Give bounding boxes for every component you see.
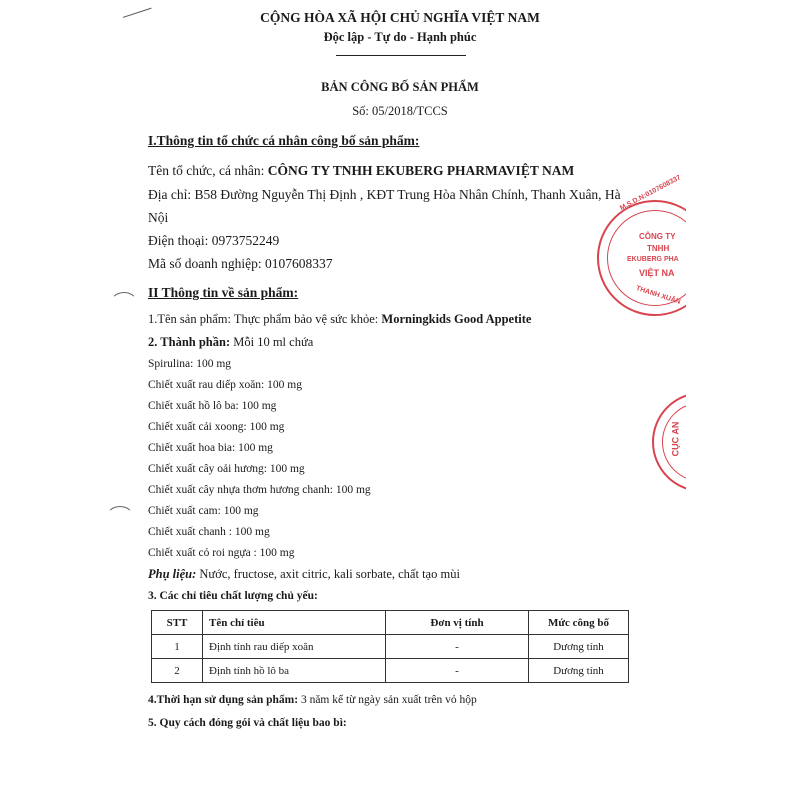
section2-heading: II Thông tin về sản phẩm: — [148, 285, 299, 300]
ingredient-item: Chiết xuất chanh : 100 mg — [148, 526, 270, 538]
ingredient-item: Chiết xuất hồ lô ba: 100 mg — [148, 400, 277, 412]
ingredient-item: Chiết xuất cây nhựa thơm hương chanh: 100 mg — [148, 484, 371, 496]
packaging-heading: 5. Quy cách đóng gói và chất liệu bao bì: — [148, 717, 347, 729]
document-number: Số: 05/2018/TCCS — [352, 104, 448, 118]
ingredients-sub: Mỗi 10 ml chứa — [230, 335, 314, 349]
ingredient-item: Chiết xuất rau diếp xoăn: 100 mg — [148, 379, 302, 391]
address-line-2: Nội — [148, 210, 169, 225]
ingredient-item: Chiết xuất cam: 100 mg — [148, 505, 259, 517]
table-cell: Định tính hồ lô ba — [203, 659, 386, 683]
company-stamp-line: TNHH — [647, 244, 670, 253]
table-header-cell: Tên chỉ tiêu — [203, 611, 386, 635]
document-title: BẢN CÔNG BỐ SẢN PHẨM — [321, 80, 479, 94]
ingredients-line — [148, 335, 313, 350]
motto: Độc lập - Tự do - Hạnh phúc — [323, 30, 477, 44]
product-label: 1.Tên sản phẩm: Thực phẩm bảo vệ sức khỏe: — [148, 312, 382, 326]
shelf-life-label: 4.Thời hạn sử dụng sản phẩm: — [148, 694, 299, 706]
scan-edge-cover — [686, 0, 800, 800]
tax-code: Mã số doanh nghiệp: 0107608337 — [148, 256, 333, 271]
excipients-label: Phụ liệu: — [148, 567, 197, 581]
ingredient-item: Chiết xuất cải xoong: 100 mg — [148, 421, 285, 433]
excipients-line — [148, 567, 460, 582]
ingredient-item: Chiết xuất cỏ roi ngựa : 100 mg — [148, 547, 295, 559]
national-title: CỘNG HÒA XÃ HỘI CHỦ NGHĨA VIỆT NAM — [260, 10, 540, 25]
table-cell: - — [386, 659, 529, 683]
table-cell: 1 — [152, 635, 203, 659]
product-name-line — [148, 312, 531, 327]
company-stamp-line: EKUBERG PHA — [627, 256, 679, 263]
motto-underline — [336, 55, 466, 56]
table-header-cell: Đơn vị tính — [386, 611, 529, 635]
org-value: CÔNG TY TNHH EKUBERG PHARMAVIỆT NAM — [267, 163, 575, 178]
org-line — [148, 163, 574, 179]
quality-table — [151, 610, 629, 683]
company-stamp-ring-text: M.S.D.N:0107608337 — [619, 174, 683, 213]
quality-heading: 3. Các chỉ tiêu chất lượng chủ yếu: — [148, 590, 318, 602]
company-stamp-location: THANH XUÂN — [635, 285, 682, 306]
ingredient-item: Chiết xuất hoa bia: 100 mg — [148, 442, 273, 454]
address-line-1: Địa chỉ: B58 Đường Nguyễn Thị Định , KĐT Trung Hòa Nhân Chính, Thanh Xuân, Hà — [148, 187, 621, 202]
table-header-row — [152, 611, 629, 635]
table-row — [152, 635, 629, 659]
section1-heading: I.Thông tin tổ chức cá nhân công bố sản phẩm: — [148, 133, 420, 148]
scan-mark-left-2 — [106, 506, 134, 530]
shelf-life-value: 3 năm kể từ ngày sản xuất trên vỏ hộp — [298, 694, 477, 706]
table-cell: Dương tính — [529, 659, 629, 683]
shelf-life-line — [148, 694, 477, 706]
ingredient-item: Spirulina: 100 mg — [148, 358, 232, 370]
table-cell: - — [386, 635, 529, 659]
ingredient-item: Chiết xuất cây oải hương: 100 mg — [148, 463, 305, 475]
company-stamp-line: CÔNG TY — [639, 232, 676, 241]
excipients-value: Nước, fructose, axit citric, kali sorbate, chất tạo mùi — [196, 567, 460, 581]
org-label: Tên tổ chức, cá nhân: — [148, 163, 268, 178]
product-value: Morningkids Good Appetite — [381, 312, 532, 326]
table-row — [152, 659, 629, 683]
table-cell: Dương tính — [529, 635, 629, 659]
table-cell: Định tính rau diếp xoăn — [203, 635, 386, 659]
company-stamp-line: VIỆT NA — [639, 268, 675, 278]
ingredients-label: 2. Thành phần: — [148, 335, 231, 349]
table-header-cell: STT — [152, 611, 203, 635]
scan-mark-left-1 — [110, 292, 138, 316]
phone: Điện thoại: 0973752249 — [148, 233, 280, 248]
table-header-cell: Mức công bố — [529, 611, 629, 635]
table-cell: 2 — [152, 659, 203, 683]
agency-stamp-text: CỤC AN — [670, 421, 681, 457]
